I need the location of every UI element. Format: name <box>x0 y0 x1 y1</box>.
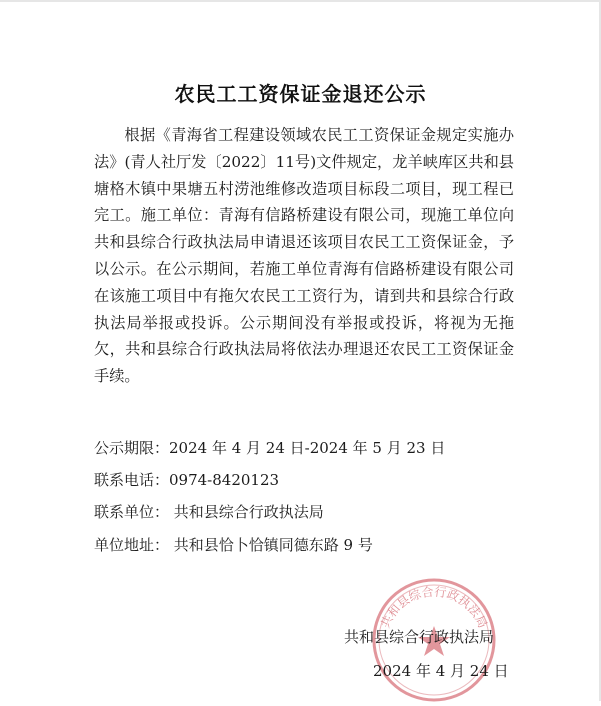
unit-address: 单位地址： 共和县恰卜恰镇同德东路 9 号 <box>94 536 373 554</box>
document-title: 农民工工资保证金退还公示 <box>174 82 427 106</box>
contact-unit: 联系单位： 共和县综合行政执法局 <box>94 503 324 521</box>
signature-date: 2024 年 4 月 24 日 <box>373 662 509 680</box>
notice-period: 公示期限：2024 年 4 月 24 日-2024 年 5 月 23 日 <box>94 439 446 457</box>
contact-phone: 联系电话：0974-8420123 <box>94 471 280 489</box>
svg-text:共和县综合行政执法局 <box>377 584 490 630</box>
page-border-top <box>0 0 601 2</box>
seal-text: 共和县综合行政执法局 <box>378 584 490 631</box>
signature-organization: 共和县综合行政执法局 <box>344 628 495 646</box>
document-body-paragraph: 根据《青海省工程建设领域农民工工资保证金规定实施办法》(青人社厅发〔2022〕11号)文件规定，龙羊峡库区共和县塘格木镇中果塘五村涝池维修改造项目标段二项目，现工程已完工。施工单位：青海有信路桥建设有限公司，现施工单位向共和县综合行政执法局申请退还该项目农民工工资保证金，予以公示。在公示期间，若施工单位青海有信路桥建设有限公司在该施工项目中有拖欠农民工工资行为，请到共和县综合行政执法局举报或投诉。公示期间没有举报或投诉，将视为无拖欠，共和县综合行政执法局将依法办理退还农民工工资保证金手续。 <box>94 126 514 386</box>
